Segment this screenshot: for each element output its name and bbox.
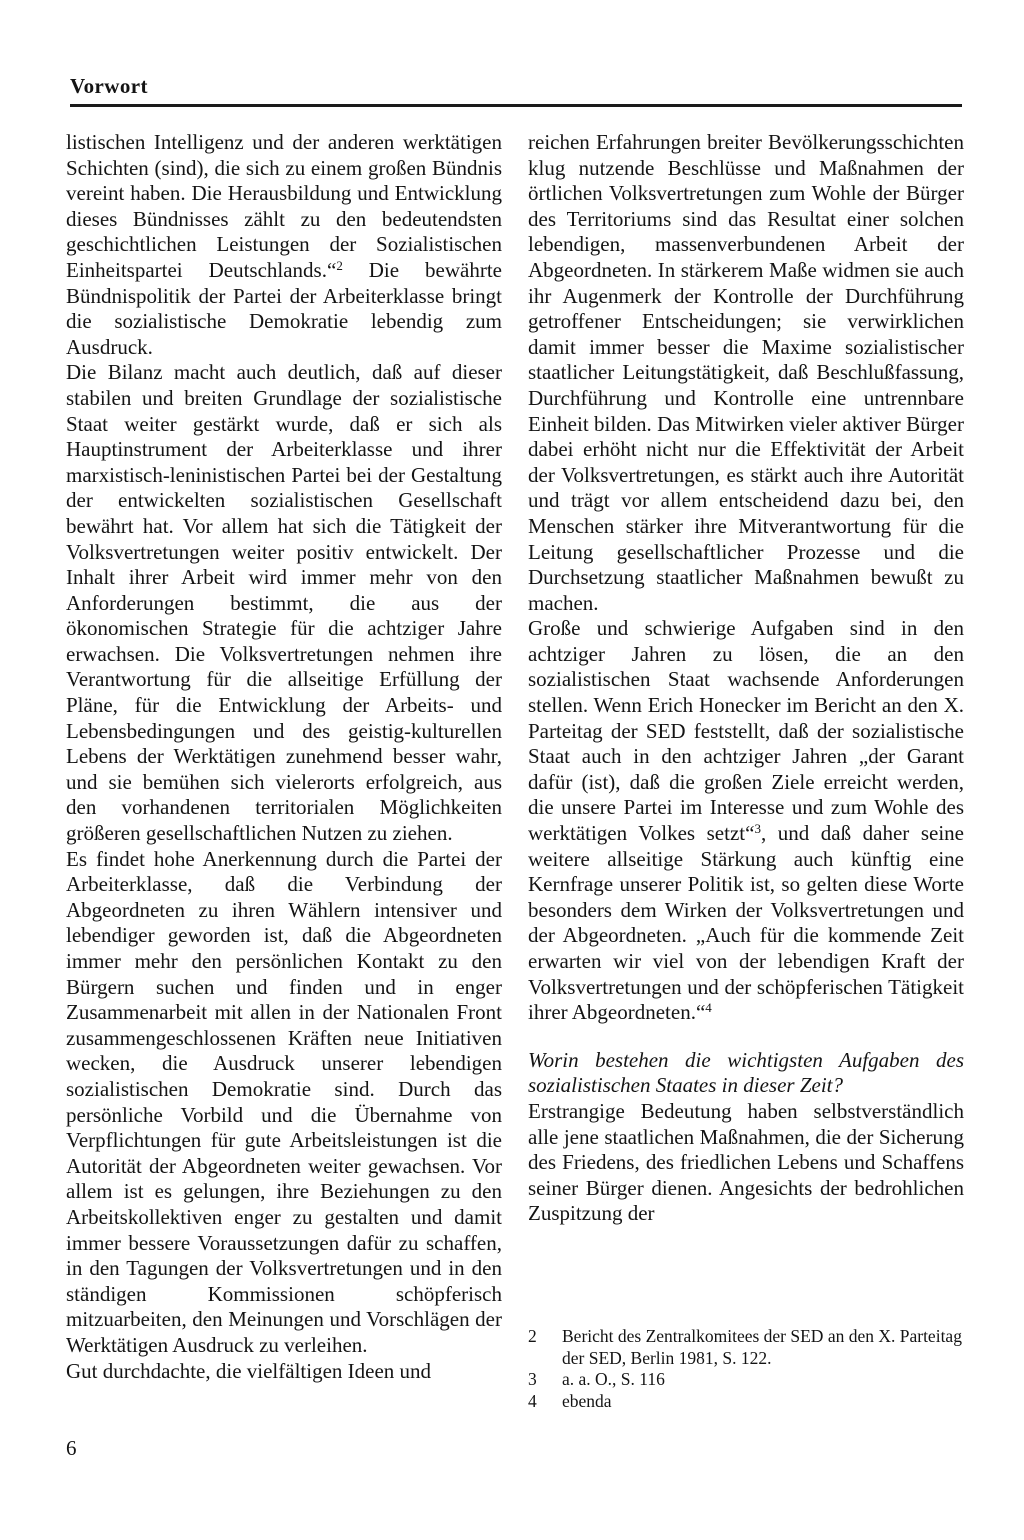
footnote-ref: 4 xyxy=(705,1000,712,1016)
footnote xyxy=(528,1369,968,1391)
paragraph-text: , und daß daher seine weitere allseitige Stärkung auch künftig eine Kernfrage unserer Politik ist, so gelten diese Worte besonders dem Wirken der Volksvertretungen und der Abgeordneten. „Auch für die kommende Zeit erwarten wir viel von der lebendigen Kraft der Volksvertretungen und der schöpferischen Tätigkeit ihrer Abgeordneten.“ xyxy=(528,821,964,1025)
paragraph-text: Die bewährte Bündnispolitik der Partei der Arbeiterklasse bringt die sozialistische Demokratie lebendig zum Ausdruck. xyxy=(66,257,503,359)
footnotes xyxy=(528,1326,968,1412)
paragraph-text: listischen Intelligenz und der anderen werktätigen Schichten (sind), die sich zu einem großen Bündnis vereint haben. Die Herausbildung und Entwicklung dieses Bündnisses zählt zu den bedeutendsten geschichtlichen Leistungen der Sozialistischen Einheitspartei Deutschlands.“ xyxy=(66,130,502,282)
right-column xyxy=(528,130,964,1227)
footnote xyxy=(528,1391,968,1413)
page-number: 6 xyxy=(66,1436,77,1460)
footnote-number: 3 xyxy=(528,1369,537,1389)
paragraph: reichen Erfahrungen breiter Bevölkerungsschichten klug nutzende Beschlüsse und Maßnahmen der örtlichen Volksvertretungen zum Wohle der Bürger des Territoriums sind das Resultat einer solchen lebendigen, massenverbundenen Arbeit der Abgeordneten. In stärkerem Maße widmen sie auch ihr Augenmerk der Kontrolle der Durchführung getroffener Entscheidungen; sie verwirklichen damit immer besser die Maxime sozialistischer staatlicher Leitungstätigkeit, daß Beschlußfassung, Durchführung und Kontrolle eine untrennbare Einheit bilden. Das Mitwirken vieler aktiver Bürger dabei erhöht nicht nur die Effektivität der Arbeit der Volksvertretungen, es stärkt auch ihre Autorität und trägt vor allem entscheidend dazu bei, den Menschen stärker ihre Mitverantwortung für die Leitung gesellschaftlicher Prozesse und die Durchsetzung staatlicher Maßnahmen bewußt zu machen. xyxy=(528,130,964,615)
paragraph: Gut durchdachte, die vielfältigen Ideen und xyxy=(66,1358,432,1383)
footnote-number: 2 xyxy=(528,1326,537,1346)
paragraph: Die Bilanz macht auch deutlich, daß auf dieser stabilen und breiten Grundlage der sozialistische Staat weiter gestärkt wurde, daß er sich als Hauptinstrument der Arbeiterklasse und ihrer marxistisch-leninistischen Partei bei der Gestaltung der entwickelten sozialistischen Gesellschaft bewährt hat. Vor allem hat sich die Tätigkeit der Volksvertretungen weiter positiv entwickelt. Der Inhalt ihrer Arbeit wird immer mehr von den Anforderungen bestimmt, die aus der ökonomischen Strategie für die achtziger Jahre erwachsen. Die Volksvertretungen nehmen ihre Verantwortung für die allseitige Erfüllung der Pläne, für die Entwicklung der Arbeits- und Lebensbedingungen und des geistig-kulturellen Lebens der Werktätigen zunehmend besser wahr, und sie bemühen sich vielerorts erfolgreich, aus den vorhandenen territorialen Möglichkeiten größeren gesellschaftlichen Nutzen zu ziehen. xyxy=(66,360,502,846)
footnote xyxy=(528,1326,968,1369)
paragraph xyxy=(528,616,964,1026)
paragraph xyxy=(66,130,502,360)
paragraph: Erstrangige Bedeutung haben selbstverständlich alle jene staatlichen Maßnahmen, die der Sicherung des Friedens, des friedlichen Lebens und Schaffens seiner Bürger dienen. Angesichts der bedrohlichen Zuspitzung der xyxy=(528,1098,964,1226)
header-rule xyxy=(70,104,962,107)
paragraph: Es findet hohe Anerkennung durch die Partei der Arbeiterklasse, daß die Verbindung der Abgeordneten zu ihren Wählern intensiver und lebendiger geworden ist, daß die Abgeordneten immer mehr den persönlichen Kontakt zu den Bürgern suchen und finden und in enger Zusammenarbeit mit allen in der Nationalen Front zusammengeschlossenen Kräften neue Initiativen wecken, die Ausdruck unserer lebendigen sozialistischen Demokratie sind. Durch das persönliche Vorbild und die Übernahme von Verpflichtungen für gute Arbeitsleistungen ist die Autorität der Abgeordneten weiter gewachsen. Vor allem ist es gelungen, ihre Beziehungen zu den Arbeitskollektiven enger zu gestalten und damit immer bessere Voraussetzungen dafür zu schaffen, in den Tagungen der Volksvertretungen und in den ständigen Kommissionen schöpferisch mitzuarbeiten, den Meinungen und Vorschlägen der Werktätigen Ausdruck zu verleihen. xyxy=(66,846,502,1357)
left-column xyxy=(66,130,502,1384)
footnote-text: ebenda xyxy=(562,1390,612,1411)
footnote-text: a. a. O., S. 116 xyxy=(562,1369,665,1389)
paragraph-text: Große und schwierige Aufgaben sind in den achtziger Jahren zu lösen, die an den sozialistischen Staat wachsende Anforderungen stellen. Wenn Erich Honecker im Bericht an den X. Parteitag der SED feststellt, daß der sozialistische Staat auch in den achtziger Jahren „der Garant dafür (ist), daß die großen Ziele erreicht werden, die unsere Partei im Interesse und zum Wohle des werktätigen Volkes setzt“ xyxy=(528,616,964,846)
footnote-ref: 2 xyxy=(336,257,343,273)
section-question: Worin bestehen die wichtigsten Aufgaben des sozialistischen Staates in dieser Zeit? xyxy=(528,1047,964,1098)
section-title: Vorwort xyxy=(70,74,148,98)
footnote-text: Bericht des Zentralkomitees der SED an den X. Parteitag der SED, Berlin 1981, S. 122. xyxy=(562,1326,962,1368)
footnote-number: 4 xyxy=(528,1390,537,1411)
footnote-ref: 3 xyxy=(754,820,761,836)
